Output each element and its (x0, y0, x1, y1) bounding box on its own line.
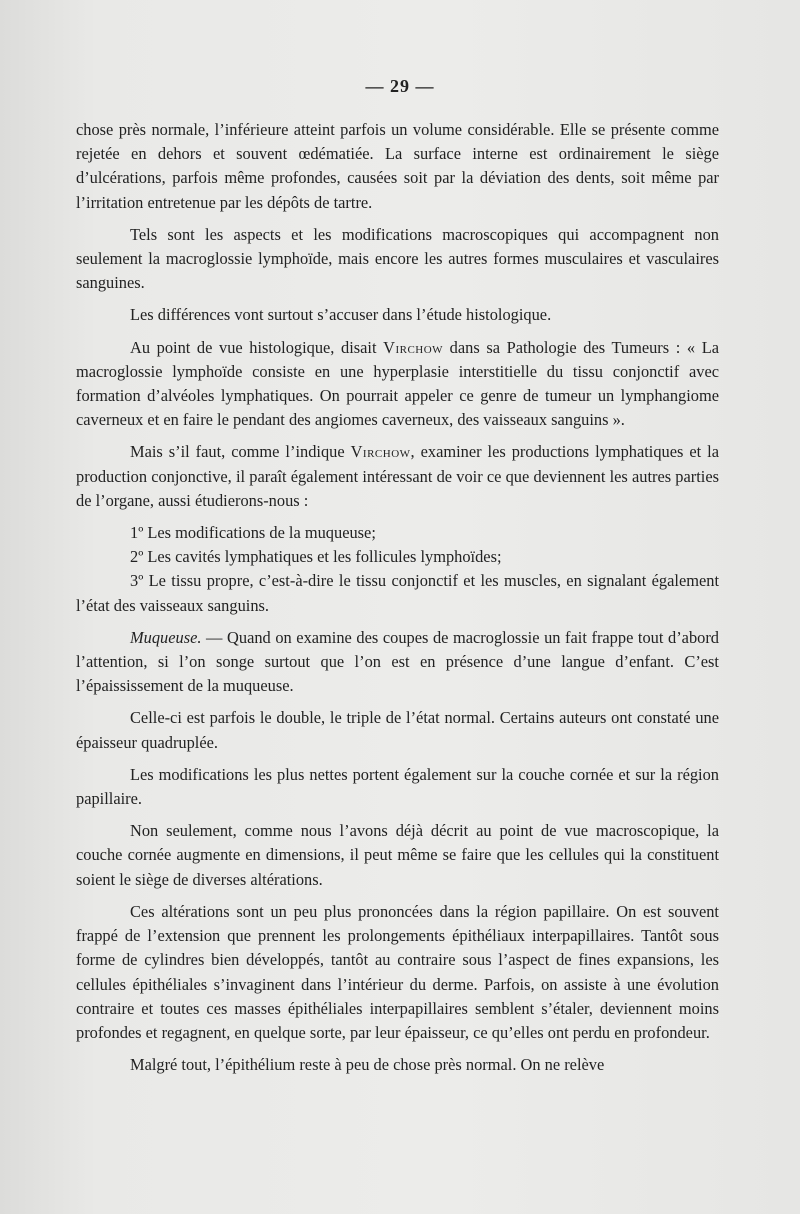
list-item: 3º Le tissu propre, c’est-à-dire le tissu conjonctif et les muscles, en signalant également l’état des vaisseaux sanguins. (76, 571, 719, 615)
paragraph: Non seulement, comme nous l’avons déjà décrit au point de vue macroscopique, la couche cornée augmente en dimensions, il peut même se faire que les cellules qui la constituent soient le siège de diverses altérations. (76, 821, 719, 889)
paragraph (76, 336, 719, 433)
paragraph (76, 440, 719, 513)
author-name: Virchow (350, 442, 411, 462)
page-number: — 29 — (365, 76, 435, 96)
paragraph: Ces altérations sont un peu plus prononcées dans la région papillaire. On est souvent frappé de l’extension que prennent les prolongements épithéliaux interpapillaires. Tantôt sous forme de cylindres bien développés, tantôt au contraire sous l’aspect de fines expansions, les cellules épithéliales s’invaginent dans l’intérieur du derme. Parfois, on assiste à une évolution contraire et toutes ces masses épithéliales interpapillaires semblent s’étaler, deviennent moins profondes et regagnent, en quelque sorte, par leur épaisseur, ce qu’elles ont perdu en profondeur. (76, 901, 719, 1042)
text-run: Mais s’il faut, comme l’indique (130, 442, 351, 462)
text-run: , examiner les productions lymphatiques et la production conjonctive, il paraît également intéressant de voir ce que deviennent les autres parties de l’organe, aussi étudierons-nous : (76, 442, 719, 510)
paragraph: chose près normale, l’inférieure atteint parfois un volume considérable. Elle se présente comme rejetée en dehors et souvent œdématiée. La surface interne est ordinairement le siège d’ulcérations, parfois même profondes, causées soit par la déviation des dents, soit même par l’irritation entretenue par les dépôts de tartre. (76, 120, 719, 212)
paragraph (76, 626, 719, 699)
list-item: 1º Les modifications de la muqueuse; (130, 523, 376, 543)
paragraph: Les modifications les plus nettes portent également sur la couche cornée et sur la région papillaire. (76, 764, 719, 809)
paragraph: Malgré tout, l’épithélium reste à peu de chose près normal. On ne relève (130, 1055, 605, 1075)
section-heading: Muqueuse. (130, 627, 202, 647)
paragraph: Celle-ci est parfois le double, le triple de l’état normal. Certains auteurs ont constaté une épaisseur quadruplée. (76, 708, 719, 752)
paragraph: Les différences vont surtout s’accuser dans l’étude histologique. (130, 305, 552, 325)
text-run: — Quand on examine des coupes de macroglossie un fait frappe tout d’abord l’attention, si l’on songe surtout que l’on est en présence d’une langue d’enfant. C’est l’épaississement de la muqueuse. (76, 627, 719, 696)
body-text (76, 118, 719, 1085)
author-name: Virchow (383, 337, 444, 357)
text-run: dans sa Pathologie des Tumeurs : « La macroglossie lymphoïde consiste en une hyperplasie interstitielle du tissu conjonctif avec formation d’alvéoles lymphatiques. On pourrait appeler ce genre de tumeur un lymphangiome caverneux et en faire le pendant des angiomes caverneux, des vaisseaux sanguins ». (76, 337, 719, 430)
list-item: 2º Les cavités lymphatiques et les follicules lymphoïdes; (130, 547, 502, 567)
text-run: Au point de vue histologique, disait (130, 337, 384, 357)
paragraph: Tels sont les aspects et les modifications macroscopiques qui accompagnent non seulement la macroglossie lymphoïde, mais encore les autres formes musculaires et vasculaires sanguines. (76, 224, 719, 293)
